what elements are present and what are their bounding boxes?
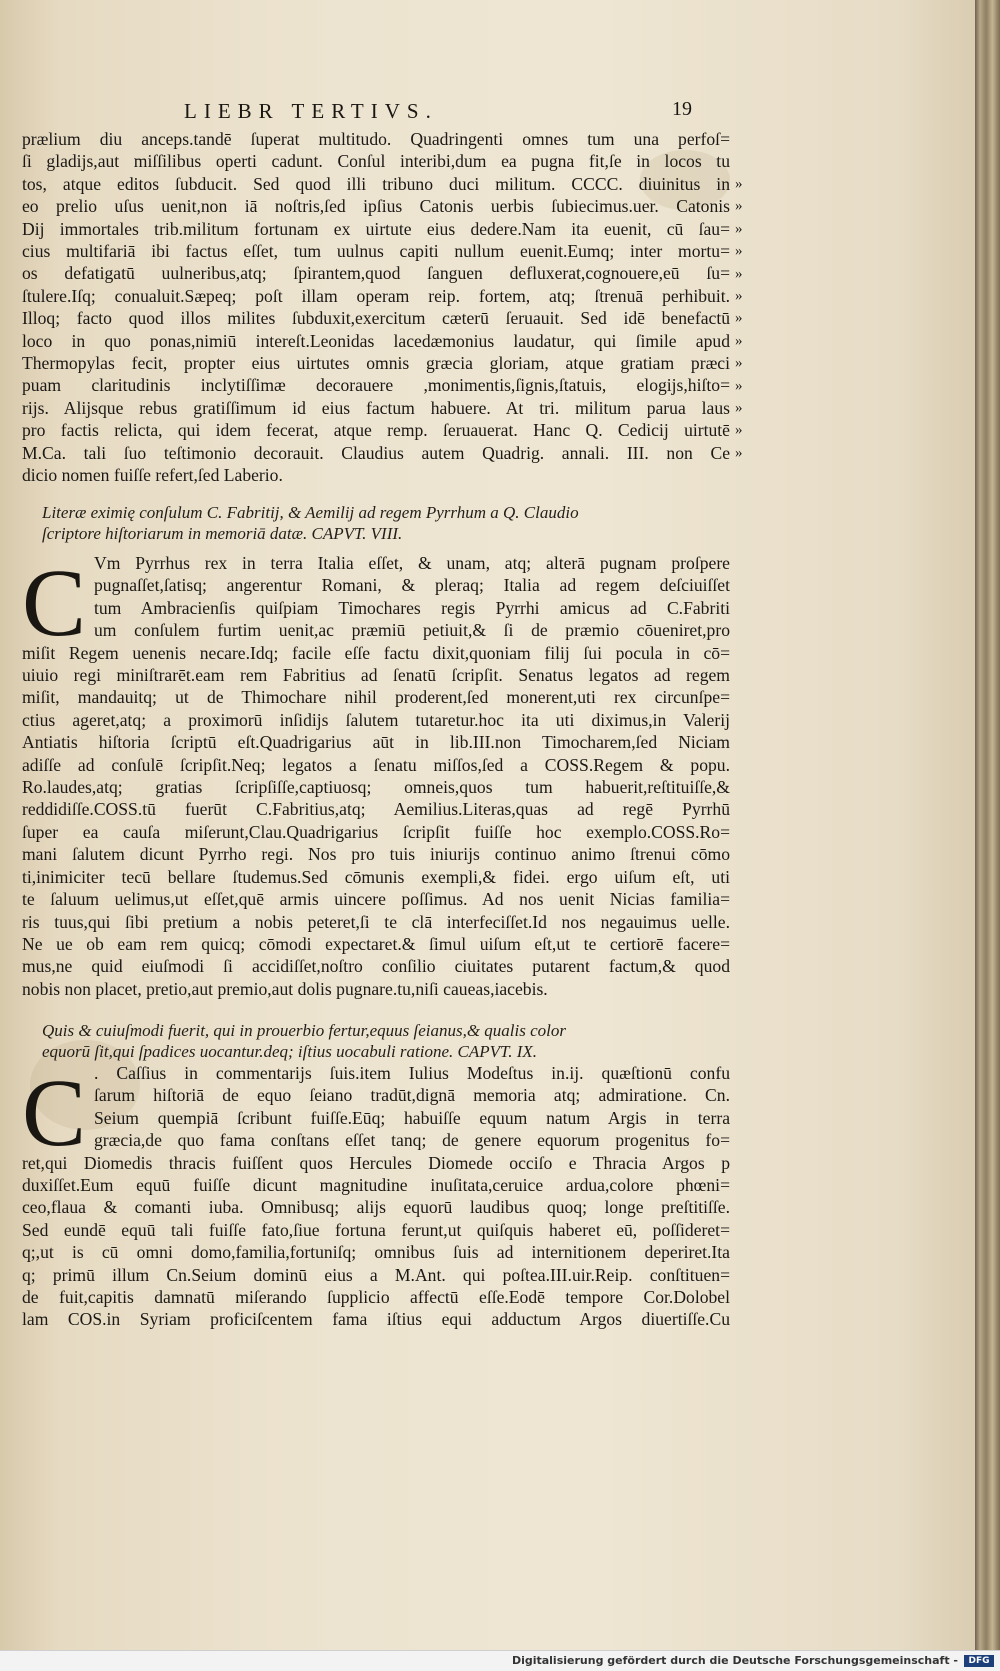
quote-mark: » bbox=[735, 287, 743, 304]
quote-mark: » bbox=[735, 176, 743, 192]
text-line: M.Ca. tali ſuo teſtimonio decorauit. Claudius autem Quadrig. annali. III. non Ce bbox=[22, 442, 730, 463]
text-line: duxiſſet.Eum equū fuiſſe dicunt magnitudine inuſitata,ceruice ardua,colore phœni= bbox=[22, 1175, 730, 1196]
text-line: uiuio regi miniſtrarēt.eam rem Fabritius ad ſenatū ſcripſit. Senatus legatos ad regem bbox=[22, 665, 730, 686]
text-line: Sed eundē equū tali fuiſſe fato,ſiue fortuna ferunt,ut quiſquis haberet eū, poſſideret= bbox=[22, 1219, 730, 1240]
text-line: Ne ue ob eam rem quicq; cōmodi expectaret.& ſimul uiſum eſt,ut te certiorē facere= bbox=[22, 933, 730, 954]
quote-mark: » bbox=[735, 332, 743, 349]
text-line: tos, atque editos ſubducit. Sed quod illi tribuno duci militum. CCCC. diuinitus in bbox=[22, 173, 730, 194]
text-line: ſtulere.Iſq; conualuit.Sæpeq; poſt illam operam reip. fortem, atq; ſtrenuā perhibuit. bbox=[22, 285, 730, 306]
running-head: LIEBR TERTIVS. bbox=[184, 99, 438, 123]
text-line: ſuper ea cauſa miſerunt,Clau.Quadrigarius ſcripſit fuiſſe hoc exemplo.COSS.Ro= bbox=[22, 821, 730, 842]
text-line: græcia,de quo fama conſtans eſſet tanq; de genere equorum progenitus fo= bbox=[94, 1130, 730, 1151]
text-line: ctius ageret,atq; a proximorū inſidijs ſalutem tutaretur.hoc ita uti diximus,in Valerij bbox=[22, 709, 730, 730]
text-line: ris tuus,qui ſibi pretium a nobis peteret,ſi te clā interfeciſſet.Id nos negauimus uelle. bbox=[22, 911, 730, 932]
footer-bar bbox=[0, 1650, 1000, 1671]
text-line: prælium diu anceps.tandē ſuperat multitudo. Quadringenti omnes tum una perfoſ= bbox=[22, 129, 730, 149]
quote-mark: » bbox=[735, 444, 743, 461]
drop-cap-c-chapter-8: C bbox=[22, 549, 87, 656]
section-2-text bbox=[22, 549, 730, 1000]
text-line: ſi gladijs,aut miſſilibus operti cadunt. Conſul interibi,dum ea pugna fit,ſe in locos tu bbox=[22, 151, 730, 172]
page-edge bbox=[975, 0, 1000, 1650]
text-line: Seium quempiā ſcribunt fuiſſe.Eūq; habuiſſe equum natum Argis in terra bbox=[94, 1107, 730, 1128]
text-line: tum Ambracienſis quiſpiam Timochares regis Pyrrhi amicus ad C.Fabriti bbox=[94, 597, 730, 618]
page-number: 19 bbox=[672, 98, 692, 120]
text-line: ſarum hiſtoriā de equo ſeiano tradūt,dignā memoria atq; admiratione. Cn. bbox=[94, 1085, 730, 1106]
text-line: de fuit,capitis damnatū miſerando ſupplicio affectū eſſe.Eodē tempore Cor.Dolobel bbox=[22, 1287, 730, 1308]
text-line: Antiatis hiſtoria ſcriptū eſt.Quadrigarius aūt in lib.III.non Timocharem,ſed Niciam bbox=[22, 732, 730, 753]
section-1-text bbox=[22, 128, 730, 487]
text-line: Ro.laudes,atq; gratias ſcripſiſſe,captiuosq; omneis,quos tum habuerit,reſtituiſſe,& bbox=[22, 777, 730, 798]
text-line: ret,qui Diomedis thracis fuiſſent quos Hercules Diomede occiſo e Thracia Argos p bbox=[22, 1152, 730, 1173]
text-line: puam claritudinis inclytiſſimæ decorauere ,monimentis,ſignis,ſtatuis, elogijs,hiſto= bbox=[22, 375, 730, 396]
text-line: Illoq; facto quod illos milites ſubduxit,exercitum cæterū ſeruauit. Sed idē benefactū bbox=[22, 308, 730, 329]
heading-line: Quis & cuiuſmodi fuerit, qui in prouerbio fertur,equus ſeianus,& qualis color bbox=[42, 1021, 567, 1040]
heading-line: Literæ eximię conſulum C. Fabritij, & Aemilij ad regem Pyrrhum a Q. Claudio bbox=[42, 503, 579, 522]
heading-line: equorū ſit,qui ſpadices uocantur.deq; iſtius uocabuli ratione. CAPVT. IX. bbox=[42, 1042, 538, 1061]
drop-cap-c-chapter-9: C bbox=[22, 1059, 87, 1166]
text-line: q; primū illum Cn.Seium dominū eius a M.Ant. qui poſtea.III.uir.Reip. conſtituen= bbox=[22, 1264, 730, 1285]
text-line: nobis non placet, pretio,aut premio,aut dolis pugnare.tu,niſi caueas,iacebis. bbox=[22, 978, 548, 999]
quote-mark: » bbox=[735, 220, 743, 237]
quote-mark: » bbox=[735, 422, 743, 439]
text-line: rijs. Alijsque rebus gratiſſimum id eius factum habuere. At tri. militum parua laus bbox=[22, 397, 730, 418]
chapter-9-heading bbox=[42, 1020, 722, 1062]
text-line: os defatigatū uulneribus,atq; ſpirantem,quod ſanguen defluxerat,cognouere,eū ſu= bbox=[22, 263, 730, 284]
text-line: te ſaluum uelimus,ut eſſet,quē armis uincere poſſimus. Ad nos uenit Nicias familia= bbox=[22, 889, 730, 910]
text-line: um conſulem furtim uenit,ac præmiū petiuit,& ſi de præmio cōueniret,pro bbox=[94, 620, 730, 641]
text-line: eo prelio uſus uenit,non iā noſtris,ſed ipſius Catonis uerbis ſubiecimus.uer. Catonis bbox=[22, 196, 730, 217]
quote-mark: » bbox=[735, 265, 743, 282]
heading-line: ſcriptore hiſtoriarum in memoriā datæ. CAPVT. VIII. bbox=[42, 524, 403, 543]
text-line: . Caſſius in commentarijs ſuis.item Iulius Modeſtus in.ij. quæſtionū confu bbox=[94, 1063, 730, 1083]
quote-mark: » bbox=[735, 198, 743, 215]
quote-mark: » bbox=[735, 399, 743, 416]
text-line: loco in quo ponas,nimiū intereſt.Leonidas lacedæmonius laudatur, qui ſimile apud bbox=[22, 330, 730, 351]
text-line: dicio nomen fuiſſe refert,ſed Laberio. bbox=[22, 465, 283, 486]
text-line: Vm Pyrrhus rex in terra Italia eſſet, & unam, atq; alterā pugnam proſpere bbox=[94, 553, 730, 573]
text-line: reddidiſſe.COSS.tū fuerūt C.Fabritius,atq; Aemilius.Literas,quas ad regē Pyrrhū bbox=[22, 799, 730, 820]
text-line: ceo,flaua & comanti iuba. Omnibusq; alijs equorū laudibus quoq; longe preſtitiſſe. bbox=[22, 1197, 730, 1218]
text-line: miſit, mandauitq; ut de Thimochare nihil proderent,ſed monerent,uti rex circunſpe= bbox=[22, 687, 730, 708]
quote-mark: » bbox=[735, 355, 743, 372]
dfg-logo: DFG bbox=[964, 1655, 994, 1667]
text-line: Dij immortales trib.militum fortunam ex uirtute eius dedere.Nam ita euenit, cū ſau= bbox=[22, 218, 730, 239]
text-line: pugnaſſet,ſatisq; angerentur Romani, & pleraq; Italia ad regem deſciuiſſet bbox=[94, 575, 730, 596]
quote-mark: » bbox=[735, 377, 743, 394]
text-line: pro factis relicta, qui idem fecerat, atque remp. ſeruauerat. Hanc Q. Cedicij uirtutē bbox=[22, 420, 730, 441]
text-line: miſit Regem uenenis necare.Idq; facile eſſe factu dixit,quoniam filij ſui pocula in cō= bbox=[22, 642, 730, 663]
chapter-8-heading bbox=[42, 502, 722, 544]
text-line: cius multifariā ibi factus eſſet, tum uulnus capiti nullum euenit.Eumq; inter mortu= bbox=[22, 241, 730, 262]
section-3-text bbox=[22, 1059, 730, 1331]
quote-marks-column bbox=[735, 173, 765, 464]
quote-mark: » bbox=[735, 310, 743, 327]
text-line: Thermopylas fecit, propter eius uirtutes omnis græcia gloriam, atque gratiam præci bbox=[22, 353, 730, 374]
funding-credit: Digitalisierung gefördert durch die Deutsche Forschungsgemeinschaft - bbox=[511, 1654, 958, 1667]
text-line: lam COS.in Syriam proficiſcentem fama iſtius equi adductum Argos diuertiſſe.Cu bbox=[22, 1309, 730, 1330]
text-line: adiſſe ad conſulē ſcripſit.Neq; legatos a ſenatu miſſos,ſed a COSS.Regem & popu. bbox=[22, 754, 730, 775]
text-line: ti,inimiciter tecū bellare ſtudemus.Sed cōmunis exempli,& fidei. ergo uiſum eſt, uti bbox=[22, 866, 730, 887]
text-line: q;,ut is cū omni domo,familia,fortuniſq; omnibus ſuis ad internitionem deperiret.Ita bbox=[22, 1242, 730, 1263]
text-line: mani ſalutem dicunt Pyrrho regi. Nos pro tuis iniurijs continuo animo ſtrenui cōmo bbox=[22, 844, 730, 865]
text-line: mus,ne quid eiuſmodi ſi accidiſſet,noſtro conſilio ciuitates putarent factum,& quod bbox=[22, 956, 730, 977]
quote-mark: » bbox=[735, 243, 743, 260]
